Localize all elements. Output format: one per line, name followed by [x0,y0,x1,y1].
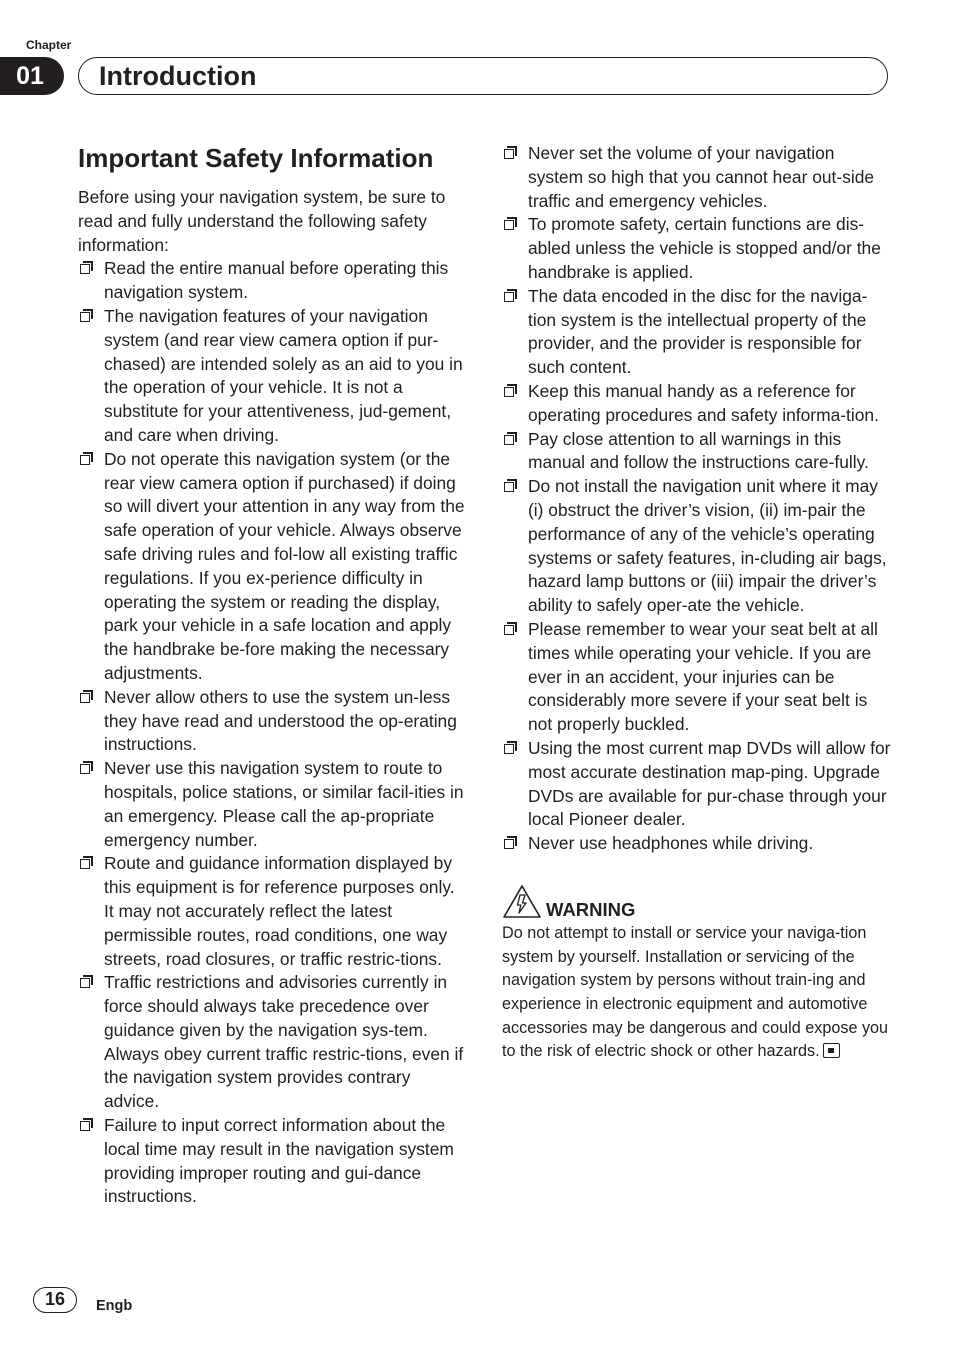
checkbox-bullet-icon [80,764,90,774]
bullet-item [78,1114,468,1209]
bullet-item [78,305,468,448]
checkbox-bullet-icon [80,859,90,869]
bullet-text: Do not install the navigation unit where it may (i) obstruct the driver’s vision, (ii) im-pair the performance of any of the vehicle’s operating systems or safety features, in-cluding air bags, hazard lamp buttons or (iii) impair the driver’s ability to safely oper-ate the vehicle. [528,476,887,616]
bullet-text: Never use this navigation system to route to hospitals, police stations, or similar facil-ities in an emergency. Please call the ap-propriate emergency number. [104,758,464,850]
bullet-item [78,257,468,305]
bullet-item [502,142,894,213]
checkbox-bullet-icon [504,387,514,397]
checkbox-bullet-icon [80,693,90,703]
warning-title: WARNING [546,898,636,920]
checkbox-bullet-icon [80,1121,90,1131]
bullet-text: Please remember to wear your seat belt at all times while operating your vehicle. If you are ever in an accident, your injuries can be considerably more severe if your seat belt is not properly buckled. [528,618,878,735]
bullet-text: Using the most current map DVDs will allow for most accurate destination map-ping. Upgrade DVDs are available for pur-chase through your local Pioneer dealer. [528,737,891,830]
section-intro: Before using your navigation system, be sure to read and fully understand the following safety information: [78,187,446,255]
checkbox-bullet-icon [504,839,514,849]
left-bullet-list [78,257,468,1209]
left-column [78,142,468,1209]
chapter-number-badge: 01 [0,57,64,95]
bullet-item [502,475,894,618]
bullet-text: Never set the volume of your navigation system so high that you cannot hear out-side traffic and emergency vehicles. [528,143,875,211]
warning-header [502,882,894,920]
warning-text [502,922,894,1064]
bullet-text: Do not operate this navigation system (or the rear view camera option if purchased) if doing so will divert your attention in any way from the safe operation of your vehicle. Always observe safe driving rules and fol-low all existing traffic regulations. If you ex-perience difficulty in operating the system or reading the display, park your vehicle in a safe location and apply the handbrake be-fore making the necessary adjustments. [104,448,465,683]
bullet-item [78,757,468,852]
bullet-item [502,428,894,476]
bullet-item [78,971,468,1114]
end-of-section-icon [823,1043,840,1058]
bullet-text: Traffic restrictions and advisories currently in force should always take precedence over guidance given by the navigation sys-tem. Always obey current traffic restric-tions, even if the navigation system provides contrary advice. [104,972,464,1112]
checkbox-bullet-icon [80,264,90,274]
right-bullet-list [502,142,894,856]
bullet-text: Failure to input correct information about the local time may result in the navigation system providing improper routing and gui-dance instructions. [104,1115,454,1207]
chapter-label: Chapter [26,38,72,52]
bullet-text: Pay close attention to all warnings in this manual and follow the instructions care-fully. [528,428,869,473]
checkbox-bullet-icon [504,149,514,159]
bullet-text: The data encoded in the disc for the naviga-tion system is the intellectual property of the provider, and the provider is responsible for such content. [528,285,868,378]
bullet-text: Route and guidance information displayed by this equipment is for reference purposes only. It may not accurately reflect the latest permissible routes, road conditions, one way streets, road closures, or traffic restric-tions. [104,853,455,969]
bullet-text: Never use headphones while driving. [528,833,814,854]
checkbox-bullet-icon [504,744,514,754]
section-heading: Important Safety Information [78,143,434,173]
bullet-item [502,380,894,428]
checkbox-bullet-icon [504,625,514,635]
checkbox-bullet-icon [504,220,514,230]
bullet-item [502,832,894,856]
bullet-text: The navigation features of your navigation system (and rear view camera option if pur-chased) are intended solely as an aid to you in the operation of your vehicle. It is not a substitute for your attentiveness, jud-gement, and care when driving. [104,305,463,445]
bullet-item [502,618,894,737]
bullet-item [502,737,894,832]
checkbox-bullet-icon [80,455,90,465]
electric-shock-warning-icon [502,884,542,920]
checkbox-bullet-icon [80,312,90,322]
bullet-text: Read the entire manual before operating this navigation system. [104,258,449,303]
bullet-item [502,213,894,284]
bullet-text: Never allow others to use the system un-less they have read and understood the op-erating instructions. [104,686,457,755]
warning-body: Do not attempt to install or service your naviga-tion system by yourself. Installation or servicing of the navigation system by persons without train-ing and experience in electronic equipment and automotive accessories may be dangerous and could expose you to the risk of electric shock or other hazards. [502,923,889,1061]
right-column [502,142,894,1064]
bullet-item [78,852,468,971]
checkbox-bullet-icon [504,435,514,445]
checkbox-bullet-icon [504,482,514,492]
language-code: Engb [96,1298,133,1314]
bullet-item [502,285,894,380]
bullet-item [78,448,468,686]
bullet-text: Keep this manual handy as a reference for operating procedures and safety informa-tion. [528,380,879,425]
chapter-title: Introduction [99,61,257,91]
checkbox-bullet-icon [80,978,90,988]
chapter-title-frame [78,57,888,95]
checkbox-bullet-icon [504,292,514,302]
bullet-text: To promote safety, certain functions are dis-abled unless the vehicle is stopped and/or the handbrake is applied. [528,214,881,282]
page-number: 16 [33,1287,77,1313]
warning-block [502,882,894,1064]
bullet-item [78,686,468,757]
